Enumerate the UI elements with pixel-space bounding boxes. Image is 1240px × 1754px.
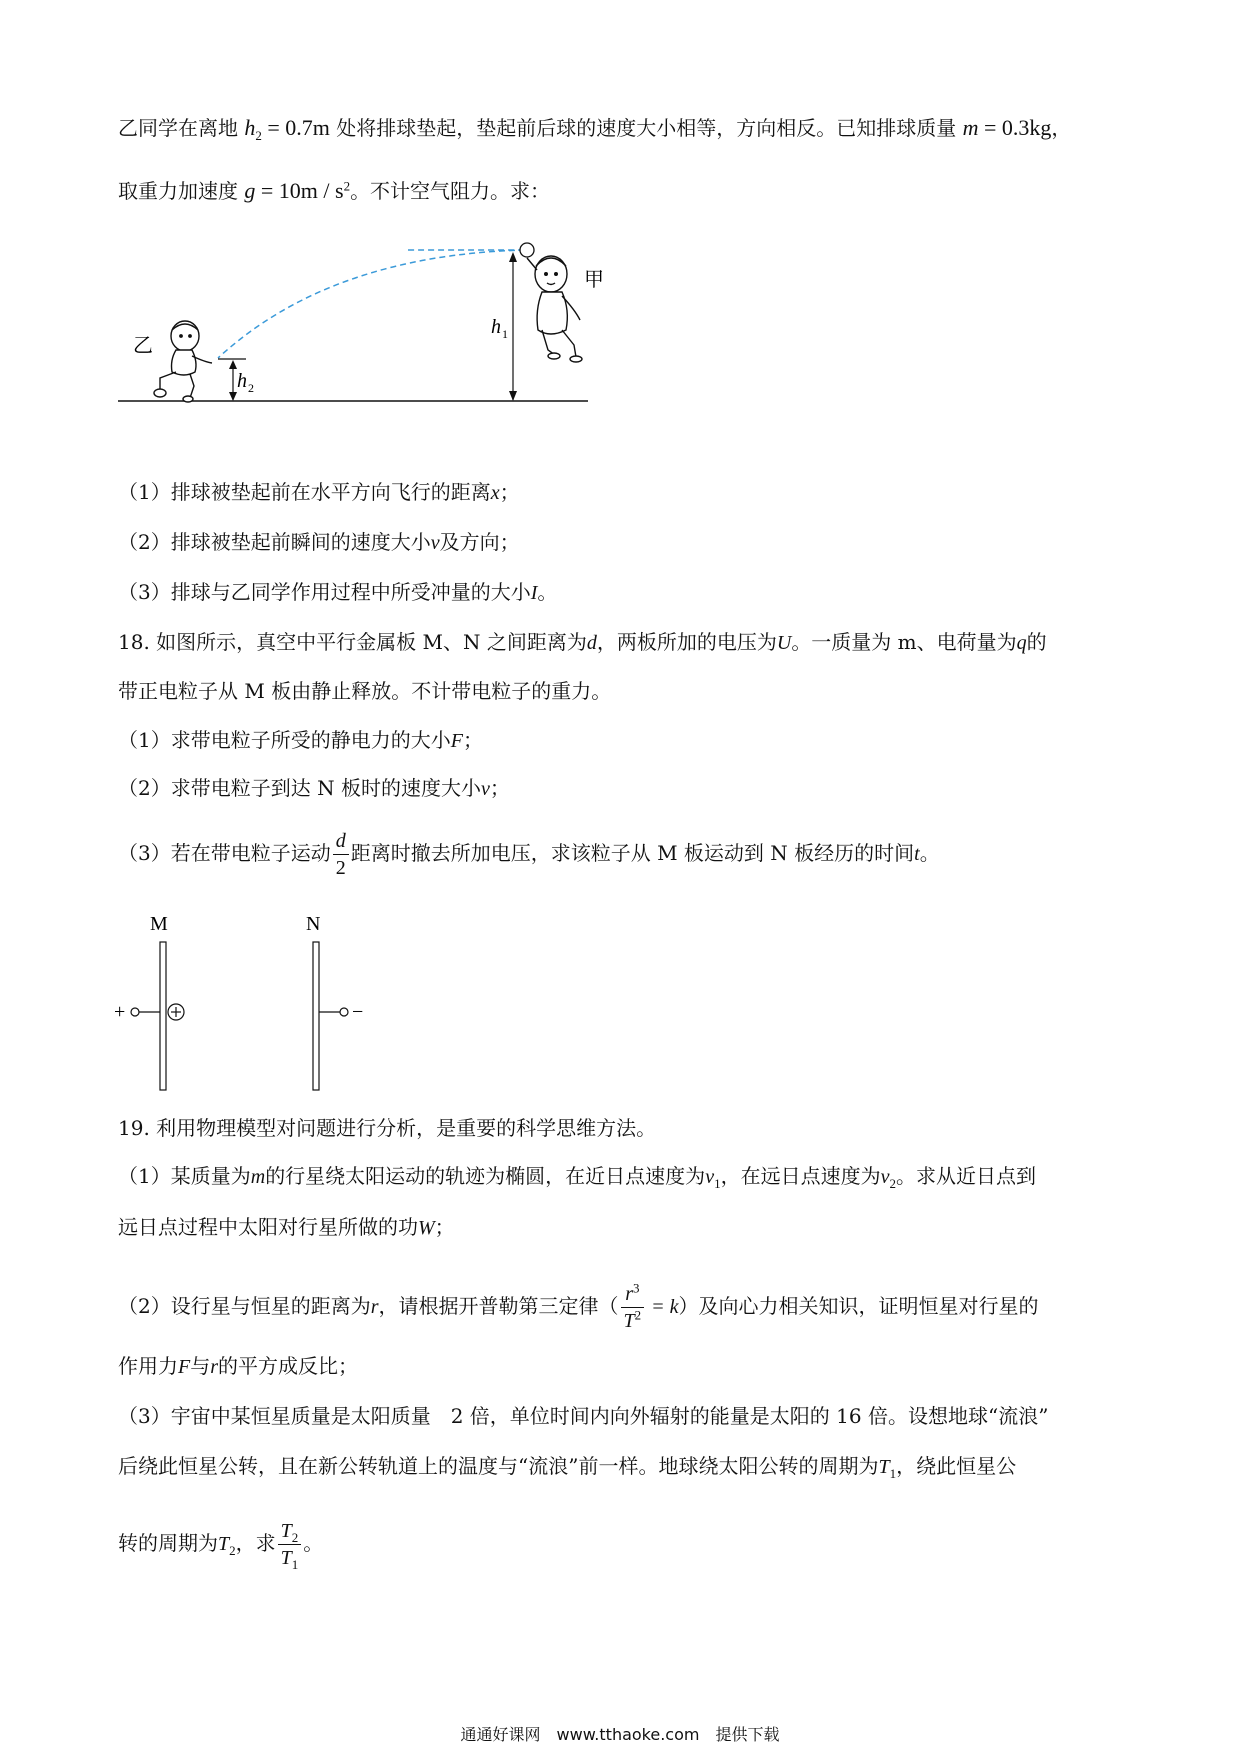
svg-text:1: 1 xyxy=(502,327,508,341)
q17-line-1: 乙同学在离地 $h_2 = 0.7m$ 处将排球垫起，垫起前后球的速度大小相等，方向相反。已知排球质量 m = 0.3kg， xyxy=(118,115,1072,143)
q19-part-2-line-2: 作用力F与r的平方成反比； xyxy=(118,1354,359,1378)
ball-trajectory-arc xyxy=(218,250,525,358)
fraction-T2-over-T1: $\frac{T_2}{T_1}$ xyxy=(278,1520,302,1569)
q18-part-2: （2）求带电粒子到达 N 板时的速度大小v； xyxy=(118,776,510,800)
fraction-r3-over-T2: $\frac{r^3}{T^2}$ xyxy=(621,1283,645,1332)
h1-label: h xyxy=(491,316,501,338)
q17-part-2: （2）排球被垫起前瞬间的速度大小v及方向； xyxy=(118,530,520,554)
volleyball xyxy=(520,243,534,257)
label-N: N xyxy=(306,913,321,935)
page-footer: 通通好课网 www.tthaoke.com 提供下载 xyxy=(460,1725,780,1744)
q18-line-1: 18. 如图所示，真空中平行金属板 M、N 之间距离为d，两板所加的电压为U。一质量为 m、电荷量为q的 xyxy=(118,630,1047,654)
player-jia xyxy=(527,256,582,362)
svg-text:−: − xyxy=(352,1001,364,1023)
q19-line-1: 19. 利用物理模型对问题进行分析，是重要的科学思维方法。 xyxy=(118,1116,657,1140)
q19-part-3-line-1: （3）宇宙中某恒星质量是太阳质量 2 倍，单位时间内向外辐射的能量是太阳的 16 倍。设想地球“流浪” xyxy=(118,1404,1049,1428)
q19-part-3-line-3: 转的周期为$T_2$，求 $\frac{T_2}{T_1}$ 。 xyxy=(118,1520,324,1572)
q19-part-1-line-1: （1）某质量为m的行星绕太阳运动的轨迹为椭圆，在近日点速度为$v_1$，在远日点速度为$v_2$。求从近日点到 xyxy=(118,1164,1036,1191)
q18-part-3: （3）若在带电粒子运动 $\frac{d}{2}$ 距离时撤去所加电压，求该粒子从 M 板运动到 N 板经历的时间t。 xyxy=(118,830,940,879)
plate-M xyxy=(160,942,166,1090)
plate-N xyxy=(313,942,319,1090)
q18-part-1: （1）求带电粒子所受的静电力的大小F； xyxy=(118,728,483,752)
q18-line-2: 带正电粒子从 M 板由静止释放。不计带电粒子的重力。 xyxy=(118,679,612,703)
parallel-plates-figure xyxy=(100,908,520,1098)
q17-line-2: 取重力加速度 $g = 10m / s^2$。不计空气阻力。求： xyxy=(118,178,551,203)
q17-part-3: （3）排球与乙同学作用过程中所受冲量的大小I。 xyxy=(118,580,558,604)
label-jia: 甲 xyxy=(584,269,604,291)
player-yi xyxy=(154,321,212,402)
svg-text:+: + xyxy=(114,1001,126,1023)
q19-part-1-line-2: 远日点过程中太阳对行星所做的功W； xyxy=(118,1215,455,1239)
label-yi: 乙 xyxy=(133,335,153,357)
q17-part-1: （1）排球被垫起前在水平方向飞行的距离x； xyxy=(118,480,520,504)
label-M: M xyxy=(150,913,168,935)
q19-part-3-line-2: 后绕此恒星公转，且在新公转轨道上的温度与“流浪”前一样。地球绕太阳公转的周期为$T_1$，绕此恒星公 xyxy=(118,1454,1017,1481)
h2-label: h xyxy=(237,370,247,392)
svg-text:2: 2 xyxy=(248,381,254,395)
volleyball-figure xyxy=(0,0,1240,420)
q19-part-2-line-1: （2）设行星与恒星的距离为r，请根据开普勒第三定律（ $\frac{r^3}{T^2}$ = k）及向心力相关知识，证明恒星对行星的 xyxy=(118,1280,1039,1332)
fraction-d-over-2: $\frac{d}{2}$ xyxy=(333,830,349,879)
